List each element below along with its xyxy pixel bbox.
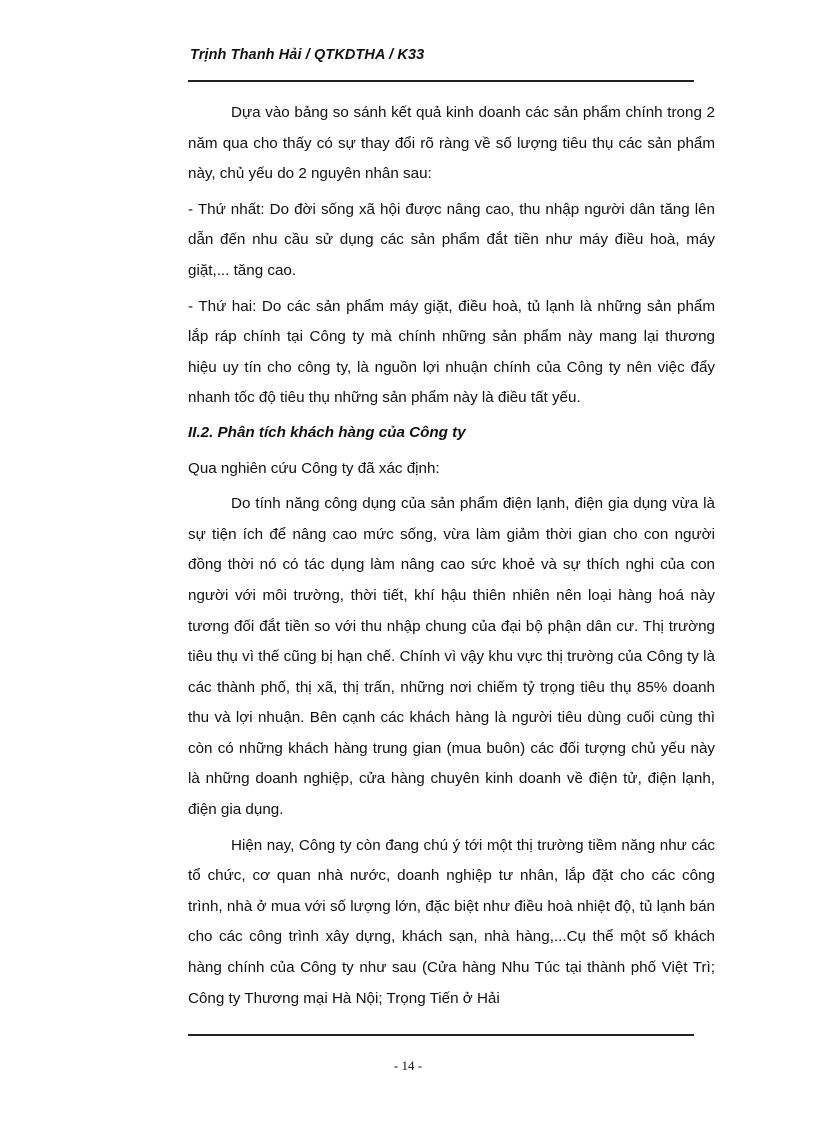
section-heading: II.2. Phân tích khách hàng của Công ty	[188, 423, 466, 441]
paragraph-reason-second: - Thứ hai: Do các sản phẩm máy giặt, điều hoà, tủ lạnh là những sản phẩm lắp ráp chính tại Công ty mà chính những sản phẩm này mang lại thương hiệu uy tín cho công ty, là nguồn lợi nhuận chính của Công ty nên việc đẩy nhanh tốc độ tiêu thụ những sản phẩm này là điều tất yếu.	[188, 297, 715, 407]
header-divider	[188, 80, 694, 82]
page-body	[188, 98, 715, 1014]
paragraph-research-intro: Qua nghiên cứu Công ty đã xác định:	[188, 459, 440, 477]
paragraph-potential-market: Hiện nay, Công ty còn đang chú ý tới một thị trường tiềm năng như các tổ chức, cơ quan nhà nước, doanh nghiệp tư nhân, lắp đặt cho các công trình, nhà ở mua với số lượng lớn, đặc biệt như điều hoà nhiệt độ, tủ lạnh bán cho các công trình xây dựng, khách sạn, nhà hàng,...Cụ thể một số khách hàng chính của Công ty như sau (Cửa hàng Nhu Túc tại thành phố Việt Trì; Công ty Thương mại Hà Nội; Trọng Tiến ở Hải	[188, 836, 715, 1007]
page-number: - 14 -	[393, 1058, 423, 1073]
footer-divider	[188, 1034, 694, 1036]
running-header: Trịnh Thanh Hải / QTKDTHA / K33	[190, 47, 425, 63]
paragraph-reason-first: - Thứ nhất: Do đời sống xã hội được nâng cao, thu nhập người dân tăng lên dẫn đến nhu cầu sử dụng các sản phẩm đắt tiền như máy điều hoà, máy giặt,... tăng cao.	[188, 200, 715, 279]
paragraph-product-features: Do tính năng công dụng của sản phẩm điện lạnh, điện gia dụng vừa là sự tiện ích để nâng cao mức sống, vừa làm giảm thời gian cho con người đồng thời nó có tác dụng làm nâng cao sức khoẻ và sự thích nghi của con người với môi trường, thời tiết, khí hậu thiên nhiên nên loại hàng hoá này tương đối đắt tiền so với thu nhập chung của đại bộ phận dân cư. Thị trường tiêu thụ vì thế cũng bị hạn chế. Chính vì vậy khu vực thị trường của Công ty là các thành phố, thị xã, thị trấn, những nơi chiếm tỷ trọng tiêu thụ 85% doanh thu và lợi nhuận. Bên cạnh các khách hàng là người tiêu dùng cuối cùng thì còn có những khách hàng trung gian (mua buôn) các đối tượng chủ yếu này là những doanh nghiệp, cửa hàng chuyên kinh doanh về điện tử, điện lạnh, điện gia dụng.	[188, 495, 715, 819]
paragraph-comparison: Dựa vào bảng so sánh kết quả kinh doanh các sản phẩm chính trong 2 năm qua cho thấy có sự thay đổi rõ ràng về số lượng tiêu thụ các sản phẩm này, chủ yếu do 2 nguyên nhân sau:	[188, 104, 715, 183]
